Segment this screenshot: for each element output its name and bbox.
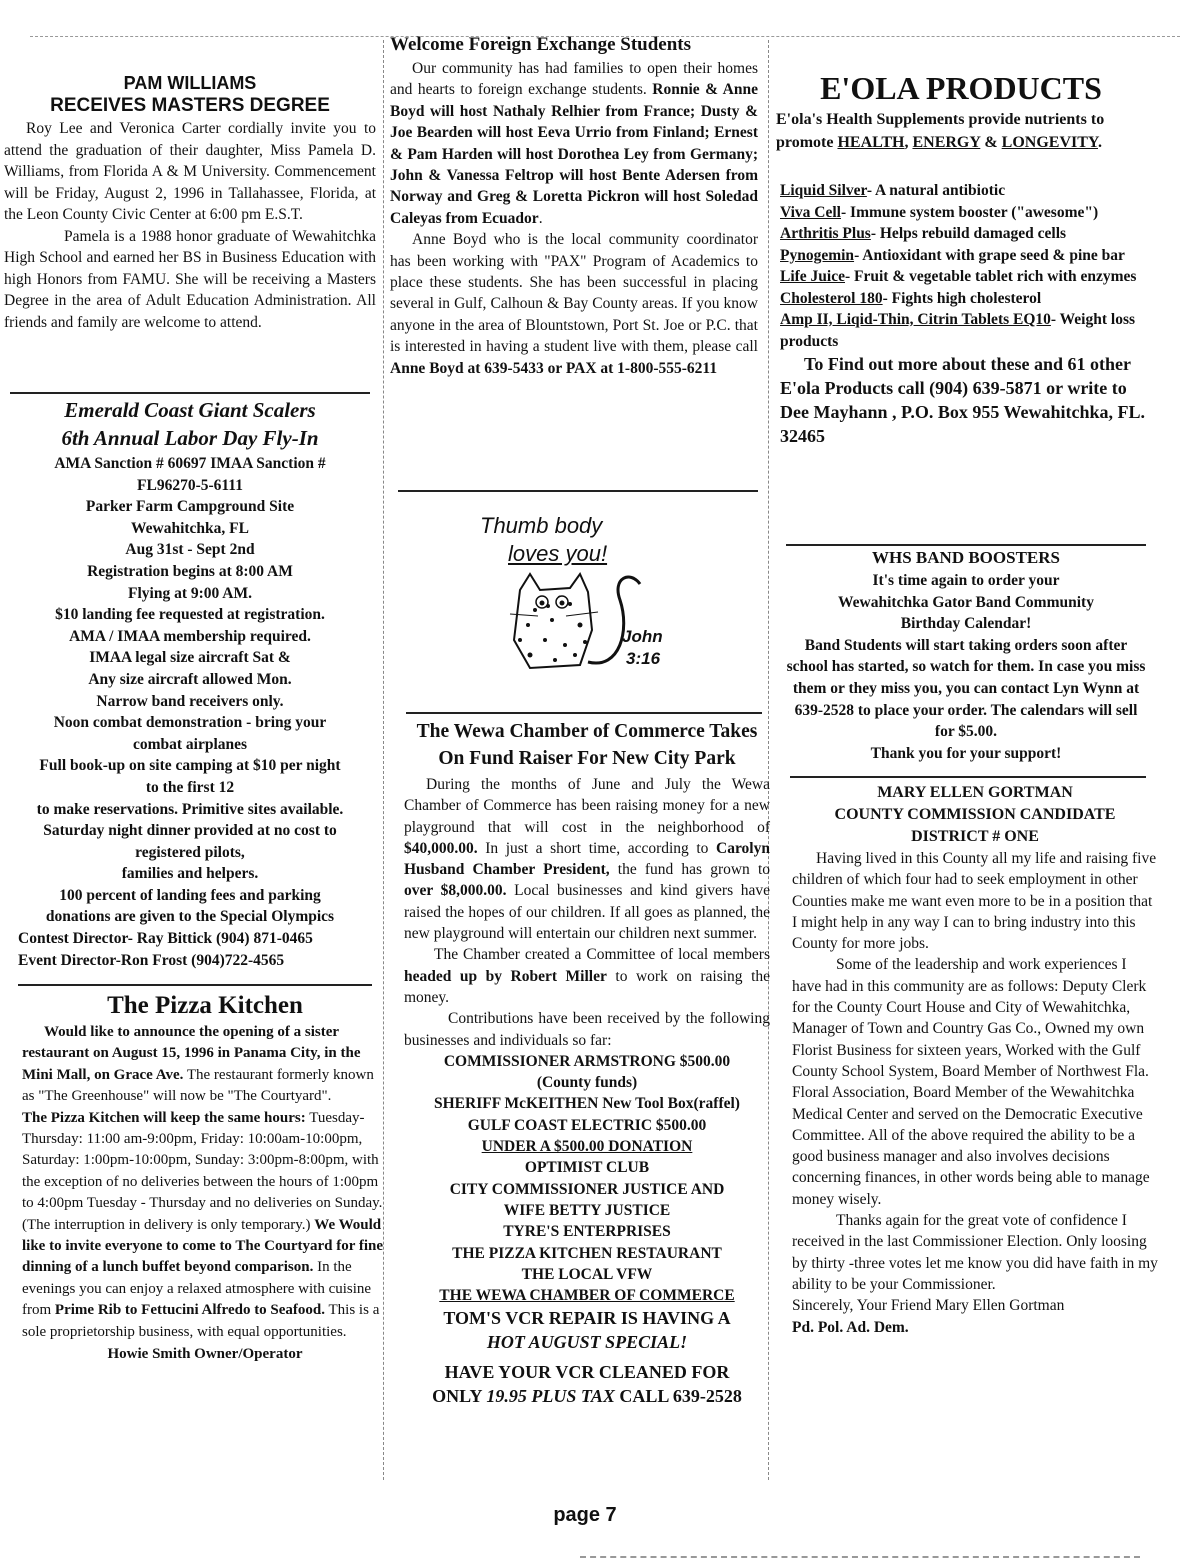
gortman-paragraph-3: Thanks again for the great vote of confidence I received in the last Commissioner Election. Only loosing by thirty -three votes let me know you did have faith in my ability to be your Commissioner. — [792, 1212, 1158, 1293]
gortman-paragraph-2: Some of the leadership and work experiences I have had in this community are as follows: Deputy Clerk for the County Court House and City of Wewahitchka, Manager of Town and Country Gas Co., Owned my own Florist Business for sixteen years, Worked with the Gulf County School System, Board Member of Northwest Fla. Floral Association, Board Member of the Wewahitchka Medical Center and served on the Democratic Executive Committee. All of the above required the ability to be a good business manager and also involves decisions concerning finances, in other words being able to manage money wisely. — [792, 956, 1150, 1208]
band-body: Band Students will start taking orders soon after school has started, so watch for them. In case you miss them or they miss you, you can contact Lyn Wynn at 639-2528 to place your order. The calendars will sell for $5.00. — [786, 636, 1146, 741]
vcr-ad — [404, 1306, 770, 1408]
chamber-text-c: the fund has grown to — [617, 861, 770, 879]
thumb-body-graphic — [460, 512, 720, 682]
band-boosters-article — [784, 546, 1148, 764]
thumb-line1: Thumb body — [480, 513, 603, 538]
chamber-president: Carolyn Husband Chamber President, — [404, 839, 770, 879]
emerald-line: Saturday night dinner provided at no cost to — [43, 822, 337, 840]
emerald-title-line1: Emerald Coast Giant Scalers — [64, 398, 316, 422]
emerald-line: to the first 12 — [145, 778, 235, 796]
emerald-line: Narrow band receivers only. — [96, 692, 284, 710]
exchange-contact: Anne Boyd at 639-5433 or PAX at 1-800-555-6211 — [390, 359, 718, 377]
thumb-ref-verse: 3:16 — [626, 649, 661, 668]
eola-product-name: Pynogemin — [780, 246, 855, 264]
eola-product-name: Amp II, Liqid-Thin, Citrin Tablets EQ10 — [780, 311, 1051, 328]
eola-amp: & — [984, 134, 998, 151]
eola-product — [780, 180, 1146, 202]
pam-title-line1: PAM WILLIAMS — [123, 73, 257, 93]
pizza-menu-bold: Prime Rib to Fettucini Alfredo to Seafood. — [54, 1302, 326, 1319]
eola-product-desc: - A natural antibiotic — [866, 182, 1006, 199]
emerald-line: combat airplanes — [132, 735, 248, 753]
eola-product-desc: - Antioxidant with grape seed & pine bar — [854, 246, 1125, 264]
donor-item: COMMISSIONER ARMSTRONG $500.00 — [443, 1052, 731, 1070]
pam-paragraph-2: Pamela is a 1988 honor graduate of Wewahitchka High School and earned her BS in Business Education with high Honors from FAMU. She will be receiving a Masters Degree in the area of Adult Education Administration. All friends and family are welcome to attend. — [4, 227, 376, 331]
donor-item: SHERIFF McKEITHEN New Tool Box(raffel) — [434, 1095, 740, 1113]
emerald-line: Registration begins at 8:00 AM — [87, 562, 293, 580]
donor-item: GULF COAST ELECTRIC $500.00 — [467, 1116, 707, 1134]
vcr-phone: CALL 639-2528 — [619, 1386, 742, 1407]
chamber-committee-a: The Chamber created a Committee of local members — [434, 946, 770, 964]
gortman-title1: MARY ELLEN GORTMAN — [877, 784, 1073, 801]
rule-left-2 — [18, 984, 372, 986]
rule-mid-2 — [406, 712, 762, 714]
band-title: WHS BAND BOOSTERS — [872, 548, 1060, 567]
exchange-hosts: Ronnie & Anne Boyd will host Nathaly Relhier from France; Dusty & Joe Bearden will host Eeva Urrio from Finland; Ernest & Pam Harden will host Dorothea Ley from Germany; John & Vanessa Feltrop will host Bente Adersen from Norway and Greg & Loretta Pickron will host Soledad Caleyas from Ecuador — [390, 81, 758, 227]
exchange-hosts-end: . — [538, 209, 543, 227]
emerald-line: FL96270-5-6111 — [137, 476, 243, 494]
band-line3: Birthday Calendar! — [900, 615, 1032, 633]
pizza-evening-text: In the evenings you can enjoy a relaxed atmosphere with cuisine from — [22, 1259, 372, 1319]
contest-director: Contest Director- Ray Bittick (904) 871-0465 — [18, 930, 313, 948]
band-line2: Wewahitchka Gator Band Community — [838, 593, 1094, 611]
emerald-line: to make reservations. Primitive sites available. — [36, 800, 344, 818]
exchange-title: Welcome Foreign Exchange Students — [390, 34, 692, 55]
eola-product-name: Cholesterol 180 — [780, 289, 883, 307]
chamber-text-a: During the months of June and July the Wewa Chamber of Commerce has been raising money for a new playground that will cost in the neighborhood of — [404, 776, 770, 836]
donor-item: WIFE BETTY JUSTICE — [503, 1201, 671, 1219]
vcr-price: 19.95 PLUS TAX — [486, 1386, 615, 1407]
donor-list — [404, 1051, 770, 1307]
chamber-committee-b: to work on raising the money. — [404, 967, 771, 1006]
eola-product-name: Viva Cell — [780, 203, 841, 221]
eola-product-desc: - Immune system booster ("awesome") — [841, 203, 1099, 221]
emerald-line: families and helpers. — [121, 865, 259, 883]
pam-title-line2: RECEIVES MASTERS DEGREE — [50, 95, 330, 116]
vcr-line2: HOT AUGUST SPECIAL! — [486, 1332, 688, 1353]
chamber-text-b: In just a short time, according to — [485, 839, 709, 857]
eola-longevity: LONGEVITY — [1001, 134, 1098, 151]
eola-product-name: Life Juice — [780, 268, 845, 285]
pam-williams-article — [4, 72, 376, 333]
donor-item: TYRE'S ENTERPRISES — [503, 1223, 671, 1241]
donor-item: OPTIMIST CLUB — [524, 1159, 650, 1177]
thumb-line2: loves you! — [508, 541, 608, 566]
thumb-ref-john: John — [622, 627, 663, 646]
emerald-line: AMA / IMAA membership required. — [69, 627, 311, 645]
vcr-line1: TOM'S VCR REPAIR IS HAVING A — [443, 1308, 731, 1329]
emerald-line: Wewahitchka, FL — [131, 519, 249, 537]
vcr-only: ONLY — [432, 1386, 482, 1407]
gortman-paragraph-1: Having lived in this County all my life and raising five children of which four had to seek employment in other Counties make me want even more to be in a position that I might help in any way I can to bring industry into this County for more jobs. — [792, 850, 1157, 953]
pizza-title: The Pizza Kitchen — [107, 992, 303, 1019]
pizza-owner: Howie Smith Owner/Operator — [107, 1346, 303, 1363]
chamber-title: The Wewa Chamber of Commerce Takes On Fund Raiser For New City Park — [416, 721, 758, 769]
gortman-title3: DISTRICT # ONE — [911, 828, 1039, 845]
exchange-intro: Our community has had families to open their homes and hearts to foreign exchange students. — [390, 60, 758, 99]
emerald-line: donations are given to the Special Olympics — [45, 908, 335, 926]
page-number: page 7 — [553, 1504, 617, 1526]
vcr-line4 — [404, 1384, 770, 1408]
bottom-edge-rule — [580, 1556, 1140, 1558]
emerald-line: 100 percent of landing fees and parking — [59, 886, 321, 904]
emerald-line: Any size aircraft allowed Mon. — [88, 670, 292, 688]
eola-product-list — [776, 180, 1146, 352]
pizza-hours-bold: The Pizza Kitchen will keep the same hours: — [22, 1109, 306, 1126]
chamber-text-d: Local businesses and kind givers have raised the hopes of our children. If all goes as planned, the new playground will entertain our children next summer. — [404, 882, 771, 943]
donor-item: CITY COMMISSIONER JUSTICE AND — [449, 1180, 725, 1198]
eola-product — [780, 266, 1146, 288]
emerald-line: Aug 31st - Sept 2nd — [125, 541, 255, 559]
eola-product-name: Liquid Silver — [780, 182, 867, 199]
eola-article: E'OLA PRODUCTS E'ola's Health Supplements provide nutrients to promote HEALTH, ENERGY & LONGEVITY. Liquid Silver- A natural antibiotic Viva Cell- Immune system booster ("awesome") Arthritis Plus- Helps rebuild damaged cells Pynogemin- Antioxidant with grape seed & pine bar Life Juice- Fruit & vegetable tablet rich with enzymes Cholesterol 180- Fights high cholesterol Amp II, Liqid-Thin, Citrin Tablets EQ10- Weight loss products To Find out more about these and 61 other E'ola Products call (904) 639-5871 or write to Dee Mayhann , P.O. Box 955 Wewahitchka, FL. 32465 — [776, 70, 1146, 446]
eola-intro: E'ola's Health Supplements provide nutrients to promote — [776, 111, 1105, 151]
chamber-goal: $40,000.00. — [404, 839, 478, 857]
eola-product — [780, 223, 1146, 245]
emerald-line: IMAA legal size aircraft Sat & — [89, 649, 291, 667]
band-line1: It's time again to order your — [872, 572, 1060, 589]
pam-paragraph-1: Roy Lee and Veronica Carter cordially invite you to attend the graduation of their daughter, Miss Pamela D. Williams, from Florida A & M University. Commencement will be Friday, August 2, 1996 in Tallahassee, Florida, at the Leon County Civic Center at 6:00 pm E.S.T. — [4, 120, 376, 223]
gortman-article — [792, 782, 1158, 1338]
vcr-line3: HAVE YOUR VCR CLEANED FOR — [444, 1362, 730, 1383]
gortman-ad-notice: Pd. Pol. Ad. Dem. — [792, 1318, 909, 1336]
chamber-article — [404, 718, 770, 1408]
eola-energy: ENERGY — [912, 134, 981, 151]
rule-left-1 — [10, 392, 370, 394]
emerald-line: Flying at 9:00 AM. — [128, 584, 252, 602]
pizza-hours-rest: Tuesday-Thursday: 11:00 am-9:00pm, Friday: 10:00am-10:00pm, Saturday: 1:00pm-10:00pm, Sunday: 3:00pm-8:00pm, with the exception of no deliveries between the hours of 1:00pm to 4:00pm Tuesday - Thursday and no deliveries on Sunday. (The interruption in delivery is only temporary.) — [22, 1109, 383, 1233]
gortman-signoff: Sincerely, Your Friend Mary Ellen Gortman — [792, 1297, 1065, 1315]
eola-contact: To Find out more about these and 61 other E'ola Products call (904) 639-5871 or write to Dee Mayhann , P.O. Box 955 Wewahitchka, FL. 32465 — [780, 354, 1146, 446]
exchange-coordinator-text: Anne Boyd who is the local community coordinator has been working with "PAX" Program of Academics to place these students. She has been successful in placing several in Gulf, Calhoun & Bay County areas. If you know anyone in the area of Blountstown, Port St. Joe or P.C. that is interested in having a student live with them, please call — [390, 231, 758, 356]
eola-product-desc: - Fruit & vegetable tablet rich with enzymes — [845, 268, 1137, 285]
emerald-line: Parker Farm Campground Site — [85, 498, 295, 516]
emerald-coast-article — [4, 396, 376, 971]
under-500-label: UNDER A $500.00 DONATION — [481, 1138, 693, 1156]
pizza-kitchen-article — [22, 990, 388, 1365]
donor-item: THE WEWA CHAMBER OF COMMERCE — [439, 1287, 735, 1305]
emerald-line: Full book-up on site camping at $10 per night — [39, 757, 341, 775]
eola-product — [780, 202, 1146, 224]
eola-product-desc: - Helps rebuild damaged cells — [870, 225, 1067, 242]
rule-mid-1 — [398, 490, 758, 492]
band-thanks: Thank you for your support! — [870, 744, 1062, 762]
chamber-raised: over $8,000.00. — [404, 882, 507, 900]
emerald-title-line2: 6th Annual Labor Day Fly-In — [61, 426, 319, 450]
emerald-line: $10 landing fee requested at registration. — [55, 606, 325, 624]
pizza-invite-bold: We Would like to invite everyone to come to The Courtyard for fine dinning of a lunch buffet beyond comparison. — [22, 1216, 384, 1276]
pizza-closing-text: This is a sole proprietorship business, with equal opportunities. — [22, 1302, 380, 1340]
emerald-details — [4, 453, 376, 928]
eola-product-desc: - Weight loss products — [780, 311, 1136, 350]
event-director: Event Director-Ron Frost (904)722-4565 — [18, 951, 285, 969]
eola-product-name: Arthritis Plus — [780, 225, 871, 242]
donor-item: THE PIZZA KITCHEN RESTAURANT — [452, 1244, 722, 1262]
pizza-opening-bold: Would like to announce the opening of a sister restaurant on August 15, 1996 in Panama City, in the Mini Mall, on Grace Ave. — [22, 1024, 361, 1083]
rule-right-2 — [790, 776, 1146, 778]
eola-title: E'OLA PRODUCTS — [820, 70, 1102, 106]
eola-product — [780, 309, 1146, 352]
exchange-article — [390, 32, 758, 379]
eola-health: HEALTH — [837, 134, 905, 151]
donor-item: THE LOCAL VFW — [521, 1265, 653, 1283]
emerald-line: registered pilots, — [135, 843, 245, 861]
pizza-opening-rest: The restaurant formerly known as "The Greenhouse" will now be "The Courtyard". — [22, 1066, 374, 1105]
eola-product — [780, 245, 1146, 267]
eola-product — [780, 288, 1146, 310]
emerald-line: Noon combat demonstration - bring your — [53, 714, 327, 732]
eola-product-desc: - Fights high cholesterol — [882, 289, 1042, 307]
chamber-committee-head: headed up by Robert Miller — [404, 967, 607, 985]
chamber-contributions: Contributions have been received by the following businesses and individuals so far: — [404, 1010, 770, 1049]
gortman-title2: COUNTY COMMISSION CANDIDATE — [834, 806, 1116, 823]
emerald-line: AMA Sanction # 60697 IMAA Sanction # — [54, 455, 326, 472]
donor-item: (County funds) — [536, 1074, 638, 1092]
